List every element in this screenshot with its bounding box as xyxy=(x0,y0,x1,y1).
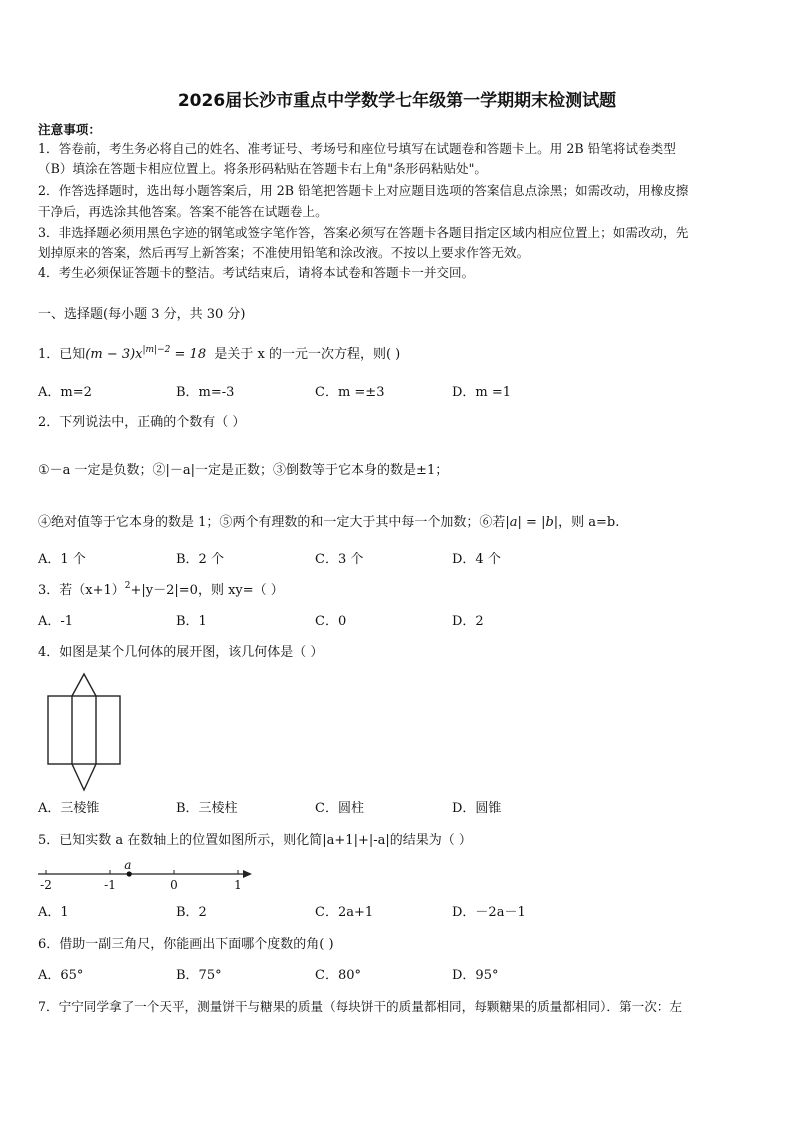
q1-option-b[interactable]: B．m=-3 xyxy=(176,385,235,400)
q6-option-a[interactable]: A．65° xyxy=(38,968,84,983)
tick-label: 0 xyxy=(170,878,178,892)
q1-option-c[interactable]: C．m =±3 xyxy=(315,385,385,400)
q1-suffix: 是关于 x 的一元一次方程，则( ) xyxy=(214,347,401,362)
q3-option-d[interactable]: D．2 xyxy=(452,614,484,629)
tick-label: -1 xyxy=(104,878,116,892)
tick-label: 1 xyxy=(234,878,242,892)
q5-option-a[interactable]: A．1 xyxy=(38,905,69,920)
q2-option-c[interactable]: C．3 个 xyxy=(315,552,364,567)
q6-option-c[interactable]: C．80° xyxy=(315,968,361,983)
q6-option-b[interactable]: B．75° xyxy=(176,968,222,983)
q4-option-d[interactable]: D．圆锥 xyxy=(452,801,502,816)
q4-option-a[interactable]: A．三棱锥 xyxy=(38,801,100,816)
q5-option-d[interactable]: D．－2a－1 xyxy=(452,905,526,920)
tick-label: -2 xyxy=(40,878,52,892)
notice-heading: 注意事项： xyxy=(38,122,101,137)
q2-option-d[interactable]: D．4 个 xyxy=(452,552,501,567)
q2-statements-1: ①－a 一定是负数；②|－a|一定是正数；③倒数等于它本身的数是±1； xyxy=(38,463,449,478)
axis-arrow xyxy=(243,870,252,878)
prism-net-figure xyxy=(46,672,122,794)
question-5-stem: 5．已知实数 a 在数轴上的位置如图所示，则化简|a+1|+|-a|的结果为（ ） xyxy=(38,833,472,848)
point-a-label: a xyxy=(124,858,132,872)
notice-line: 1．答卷前，考生务必将自己的姓名、准考证号、考场号和座位号填写在试题卷和答题卡上。用 2B 铅笔将试卷类型 xyxy=(38,141,676,156)
notice-line: 4．考生必须保证答题卡的整洁。考试结束后，请将本试卷和答题卡一并交回。 xyxy=(38,265,475,280)
q3-option-c[interactable]: C．0 xyxy=(315,614,347,629)
q2-statements-2: ④绝对值等于它本身的数是 1；⑤两个有理数的和一定大于其中每一个加数；⑥若|a| = |b|，则 a=b. xyxy=(38,515,620,530)
q1-equation: $(m - 3)x^{|m|-2} = 18$ xyxy=(85,345,207,362)
q5-option-b[interactable]: B．2 xyxy=(176,905,207,920)
q2-option-a[interactable]: A．1 个 xyxy=(38,552,86,567)
notice-line: 3．非选择题必须用黑色字迹的钢笔或签字笔作答，答案必须写在答题卡各题目指定区域内相应位置上；如需改动，先 xyxy=(38,225,689,240)
net-rect xyxy=(48,696,120,764)
notice-line: 划掉原来的答案，然后再写上新答案；不准使用铅笔和涂改液。不按以上要求作答无效。 xyxy=(38,245,530,260)
q2-abs-equation: |a| = |b| xyxy=(505,515,559,530)
q1-option-a[interactable]: A．m=2 xyxy=(38,385,92,400)
page-title: 2026届长沙市重点中学数学七年级第一学期期末检测试题 xyxy=(177,91,617,111)
number-line-figure xyxy=(36,856,258,894)
q5-option-c[interactable]: C．2a+1 xyxy=(315,905,374,920)
q3-option-b[interactable]: B．1 xyxy=(176,614,207,629)
question-1-stem xyxy=(38,346,400,364)
question-2-stem: 2．下列说法中，正确的个数有（ ） xyxy=(38,415,246,430)
point-a-marker xyxy=(127,871,132,876)
question-7-stem: 7．宁宁同学拿了一个天平，测量饼干与糖果的质量（每块饼干的质量都相同，每颗糖果的质量都相同）．第一次：左 xyxy=(38,999,682,1014)
q4-option-b[interactable]: B．三棱柱 xyxy=(176,801,238,816)
net-bottom-triangle xyxy=(72,764,96,790)
q2-option-b[interactable]: B．2 个 xyxy=(176,552,224,567)
q4-option-c[interactable]: C．圆柱 xyxy=(315,801,364,816)
question-6-stem: 6．借助一副三角尺，你能画出下面哪个度数的角( ) xyxy=(38,937,334,952)
q6-option-d[interactable]: D．95° xyxy=(452,968,499,983)
q1-prefix: 1．已知 xyxy=(38,347,86,362)
notice-line: 干净后，再选涂其他答案。答案不能答在试题卷上。 xyxy=(38,204,328,219)
notice-line: 2．作答选择题时，选出每小题答案后，用 2B 铅笔把答题卡上对应题目选项的答案信息点涂黑；如需改动，用橡皮擦 xyxy=(38,183,689,198)
section-heading: 一、选择题(每小题 3 分，共 30 分) xyxy=(38,307,246,322)
q1-option-d[interactable]: D．m =1 xyxy=(452,385,512,400)
question-4-stem: 4．如图是某个几何体的展开图，该几何体是（ ） xyxy=(38,645,324,660)
net-top-triangle xyxy=(72,674,96,696)
notice-line: （B）填涂在答题卡相应位置上。将条形码粘贴在答题卡右上角"条形码粘贴处"。 xyxy=(38,161,488,176)
question-3-stem: 3．若$(x+1)^2+|y-2|=0$，则 xy=（ ） xyxy=(38,581,284,598)
q3-option-a[interactable]: A．-1 xyxy=(38,614,74,629)
